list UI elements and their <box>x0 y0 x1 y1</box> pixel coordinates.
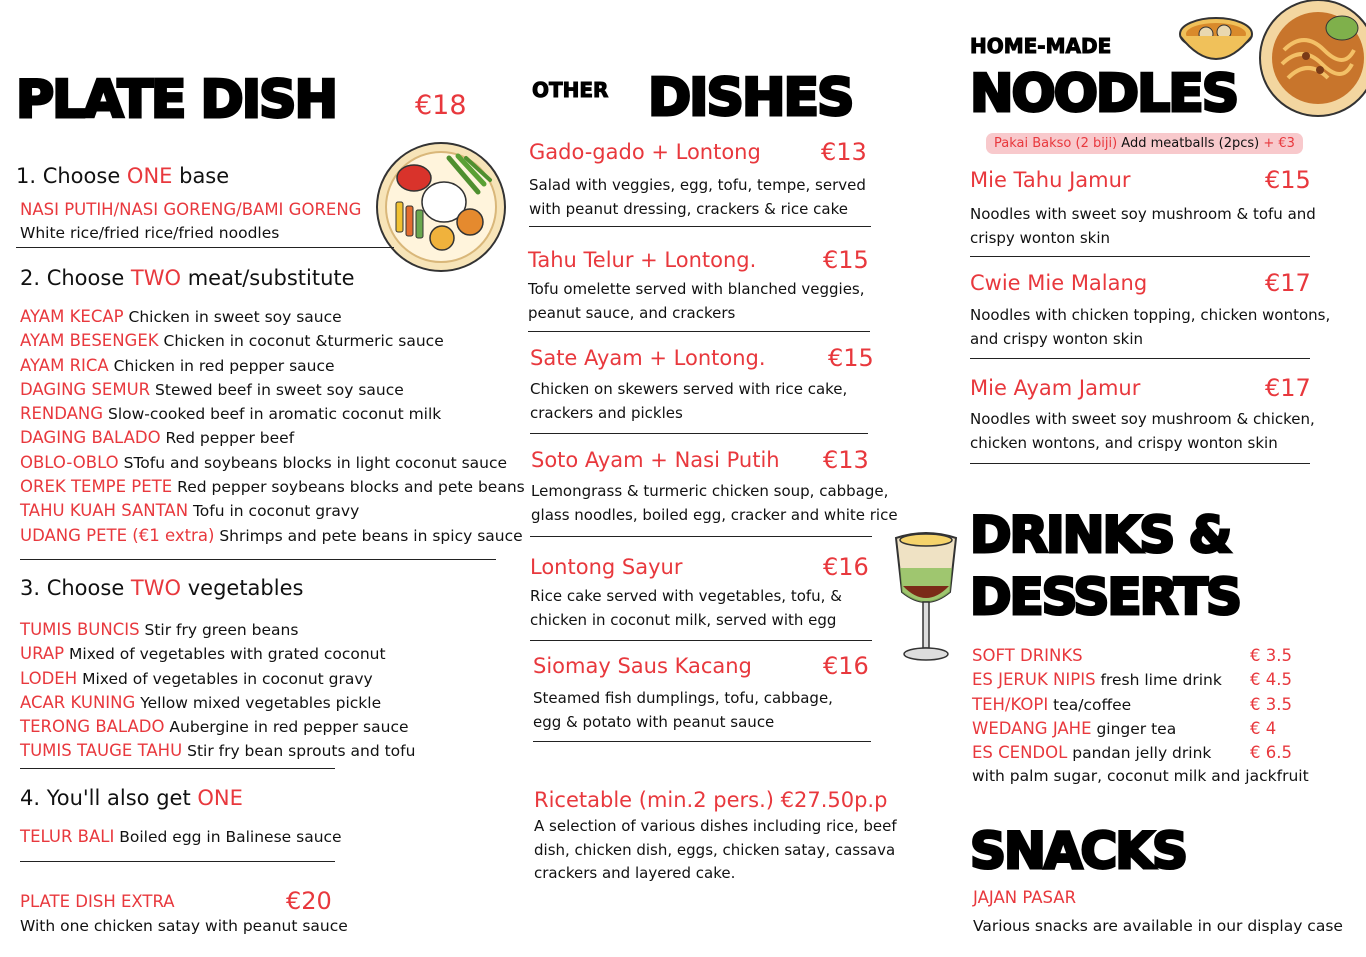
plate-dish-title: PLATE DISH <box>16 70 337 130</box>
step-2-heading <box>20 266 355 290</box>
vegetable-desc: Yellow mixed vegetables pickle <box>135 693 382 712</box>
meat-desc: Chicken in red pepper sauce <box>108 356 335 375</box>
list-item <box>20 402 525 426</box>
meat-desc: STofu and soybeans blocks in light coconut sauce <box>118 453 508 472</box>
drink-price: € 4.5 <box>1250 670 1292 690</box>
step-1-heading <box>16 164 229 188</box>
list-item <box>20 329 525 353</box>
meat-desc: Shrimps and pete beans in spicy sauce <box>214 526 523 545</box>
dish-price: €16 <box>823 553 869 581</box>
list-item <box>20 354 525 378</box>
drinks-list <box>972 644 1312 789</box>
list-item <box>20 378 525 402</box>
dish-desc: Chicken on skewers served with rice cake, crackers and pickles <box>530 380 848 422</box>
step-4-number: 4. You'll also get <box>20 786 198 810</box>
dish-price: €16 <box>823 652 869 680</box>
noodle-plate-illustration <box>1254 0 1366 124</box>
drink-name: WEDANG JAHE <box>972 718 1092 738</box>
base-name: NASI PUTIH/NASI GORENG/BAMI GORENG <box>20 200 362 219</box>
meat-name: DAGING BALADO <box>20 428 161 448</box>
drink-price: € 3.5 <box>1250 646 1292 665</box>
meat-desc: Chicken in coconut &turmeric sauce <box>158 332 444 351</box>
divider <box>533 741 871 742</box>
dish-desc: Noodles with chicken topping, chicken wontons, and crispy wonton skin <box>970 306 1331 348</box>
dish-name: Tahu Telur + Lontong. <box>528 248 757 272</box>
divider <box>528 331 870 332</box>
ricetable-desc: A selection of various dishes including rice, beef dish, chicken dish, eggs, chicken satay, cassava crackers and layered cake. <box>534 817 897 882</box>
vegetable-name: LODEH <box>20 668 78 688</box>
dish-price: €13 <box>821 138 867 166</box>
noodle-card <box>970 271 1360 351</box>
dish-desc: Tofu omelette served with blanched veggies, peanut sauce, and crackers <box>528 280 865 322</box>
meat-desc: Stewed beef in sweet soy sauce <box>150 380 404 399</box>
step-2-highlight: TWO <box>130 266 182 290</box>
list-item <box>972 693 1312 717</box>
drink-name: ES CENDOL <box>972 743 1068 763</box>
vegetable-desc: Aubergine in red pepper sauce <box>164 718 409 737</box>
drink-price: € 6.5 <box>1250 743 1292 763</box>
dish-card <box>530 346 875 425</box>
meat-name: UDANG PETE (€1 extra) <box>20 525 215 545</box>
dish-name: Cwie Mie Malang <box>970 271 1148 295</box>
list-item <box>20 739 415 763</box>
meat-desc: Red pepper beef <box>160 429 295 448</box>
dish-card <box>528 248 878 325</box>
snacks-item <box>973 886 1076 910</box>
vegetable-name: ACAR KUNING <box>20 692 136 712</box>
egg-item <box>20 825 342 849</box>
list-item <box>20 426 525 450</box>
dish-price: €15 <box>823 246 869 274</box>
drink-desc: fresh lime drink <box>1095 671 1222 690</box>
vegetable-desc: Stir fry bean sprouts and tofu <box>182 742 416 761</box>
snacks-title: SNACKS <box>970 822 1187 880</box>
list-item <box>972 717 1312 741</box>
dish-name: Gado-gado + Lontong <box>529 140 761 164</box>
addon-price: + €3 <box>1263 136 1295 151</box>
dish-desc: Steamed fish dumplings, tofu, cabbage, egg & potato with peanut sauce <box>533 689 833 731</box>
base-desc: White rice/fried rice/fried noodles <box>20 224 280 243</box>
egg-name: TELUR BALI <box>20 827 115 846</box>
list-item <box>20 499 525 523</box>
drink-name: ES JERUK NIPIS <box>972 670 1096 690</box>
ricetable-name: Ricetable (min.2 pers.) €27.50p.p <box>534 788 888 812</box>
vegetable-desc: Mixed of vegetables with grated coconut <box>64 645 386 664</box>
noodles-title-small: HOME-MADE <box>970 34 1112 58</box>
list-item <box>972 644 1312 668</box>
egg-desc: Boiled egg in Balinese sauce <box>114 828 342 846</box>
drink-desc: tea/coffee <box>1048 695 1132 714</box>
other-title-small: OTHER <box>532 78 609 102</box>
meat-desc: Red pepper soybeans blocks and pete beans <box>172 478 525 497</box>
list-item <box>20 715 415 739</box>
step-3-highlight: TWO <box>130 576 182 600</box>
drink-name: TEH/KOPI <box>972 694 1049 714</box>
dish-name: Lontong Sayur <box>530 555 683 579</box>
vegetable-name: TUMIS TAUGE TAHU <box>20 741 183 761</box>
dish-desc: Rice cake served with vegetables, tofu, & chicken in coconut milk, served with egg <box>530 587 842 629</box>
dish-price: €13 <box>823 446 869 474</box>
divider <box>530 536 872 537</box>
dish-name: Sate Ayam + Lontong. <box>530 346 766 370</box>
divider <box>970 358 1310 359</box>
meat-name: RENDANG <box>20 404 104 424</box>
list-item <box>20 618 415 642</box>
drink-desc: pandan jelly drink <box>1067 744 1212 763</box>
drink-price: € 3.5 <box>1250 694 1292 714</box>
meat-name: AYAM RICA <box>20 355 109 375</box>
dish-card <box>530 555 875 632</box>
noodle-card <box>970 376 1355 455</box>
divider <box>20 768 335 769</box>
dish-name: Mie Tahu Jamur <box>970 168 1131 192</box>
step-4-heading <box>20 786 243 810</box>
list-item <box>972 741 1312 765</box>
dish-price: €15 <box>1265 166 1311 194</box>
dish-card <box>533 654 878 734</box>
plate-dish-price: €18 <box>415 90 467 121</box>
meatball-addon-badge <box>986 133 1303 154</box>
step-3-rest: vegetables <box>181 576 304 600</box>
step-3-heading <box>20 576 303 600</box>
list-item <box>20 524 525 548</box>
meat-name: OREK TEMPE PETE <box>20 477 173 497</box>
plate-extra-desc: With one chicken satay with peanut sauce <box>20 917 348 935</box>
plate-dish-illustration <box>374 140 508 274</box>
meat-desc: Slow-cooked beef in aromatic coconut milk <box>103 405 442 424</box>
dish-name: Soto Ayam + Nasi Putih <box>531 448 780 472</box>
drink-desc: ginger tea <box>1091 719 1177 738</box>
divider <box>529 226 871 227</box>
other-title-big: DISHES <box>648 68 853 128</box>
step-2-number: 2. Choose <box>20 266 131 290</box>
base-options <box>20 198 361 246</box>
list-item <box>20 642 415 666</box>
ricetable-card <box>534 788 924 886</box>
meat-desc: Tofu in coconut gravy <box>188 502 360 521</box>
cendol-glass-illustration <box>890 530 962 666</box>
vegetable-list <box>20 618 415 764</box>
list-item <box>972 668 1312 692</box>
meat-name: TAHU KUAH SANTAN <box>20 501 189 521</box>
dish-card <box>529 140 871 221</box>
drink-name: SOFT DRINKS <box>972 646 1083 665</box>
meat-name: AYAM BESENGEK <box>20 331 159 351</box>
list-item <box>20 691 415 715</box>
vegetable-desc: Stir fry green beans <box>139 621 299 639</box>
snack-name: JAJAN PASAR <box>973 888 1077 907</box>
dish-name: Siomay Saus Kacang <box>533 654 752 678</box>
step-4-highlight: ONE <box>197 786 243 810</box>
step-1-rest: base <box>172 164 230 188</box>
meatball-soup-illustration <box>1176 12 1256 72</box>
meat-name: DAGING SEMUR <box>20 379 151 399</box>
dish-price: €17 <box>1265 269 1311 297</box>
dish-desc: Salad with veggies, egg, tofu, tempe, served with peanut dressing, crackers & rice cake <box>529 176 866 218</box>
dish-desc: Lemongrass & turmeric chicken soup, cabbage, glass noodles, boiled egg, cracker and white rice <box>531 482 898 524</box>
step-2-rest: meat/substitute <box>181 266 355 290</box>
divider <box>20 559 496 560</box>
vegetable-name: TERONG BALADO <box>20 717 165 737</box>
list-item <box>20 451 525 475</box>
vegetable-name: TUMIS BUNCIS <box>20 620 140 639</box>
list-item <box>20 667 415 691</box>
list-item <box>20 475 525 499</box>
vegetable-desc: Mixed of vegetables in coconut gravy <box>77 669 373 688</box>
divider <box>970 256 1310 257</box>
divider <box>970 463 1310 464</box>
dish-price: €15 <box>828 344 874 372</box>
meat-desc: Chicken in sweet soy sauce <box>123 308 342 326</box>
divider <box>16 247 394 248</box>
dish-name: Mie Ayam Jamur <box>970 376 1141 400</box>
drinks-title-line-2: DESSERTS <box>970 568 1240 626</box>
noodle-card <box>970 168 1355 250</box>
addon-indonesian: Pakai Bakso (2 biji) <box>994 136 1118 151</box>
divider <box>530 433 868 434</box>
meat-name: AYAM KECAP <box>20 307 124 326</box>
plate-extra-price: €20 <box>286 887 332 915</box>
dish-desc: Noodles with sweet soy mushroom & tofu and crispy wonton skin <box>970 205 1316 247</box>
dish-price: €17 <box>1265 374 1311 402</box>
drink-price: € 4 <box>1250 718 1277 738</box>
snack-desc: Various snacks are available in our display case <box>973 917 1343 935</box>
meat-list <box>20 305 525 548</box>
plate-extra-name: PLATE DISH EXTRA <box>20 892 175 911</box>
step-1-highlight: ONE <box>126 164 173 188</box>
dish-desc: Noodles with sweet soy mushroom & chicken, chicken wontons, and crispy wonton skin <box>970 410 1315 452</box>
addon-english: Add meatballs (2pcs) <box>1117 136 1264 151</box>
vegetable-name: URAP <box>20 644 65 664</box>
step-3-number: 3. Choose <box>20 576 131 600</box>
noodles-title-big: NOODLES <box>970 64 1238 124</box>
step-1-number: 1. Choose <box>16 164 127 188</box>
divider <box>20 861 335 862</box>
divider <box>530 640 872 641</box>
dish-card <box>531 448 911 527</box>
plate-extra <box>20 890 175 914</box>
list-item <box>20 305 525 329</box>
drinks-title-line-1: DRINKS & <box>970 506 1231 564</box>
meat-name: OBLO-OBLO <box>20 452 119 472</box>
drinks-note: with palm sugar, coconut milk and jackfruit <box>972 767 1309 786</box>
